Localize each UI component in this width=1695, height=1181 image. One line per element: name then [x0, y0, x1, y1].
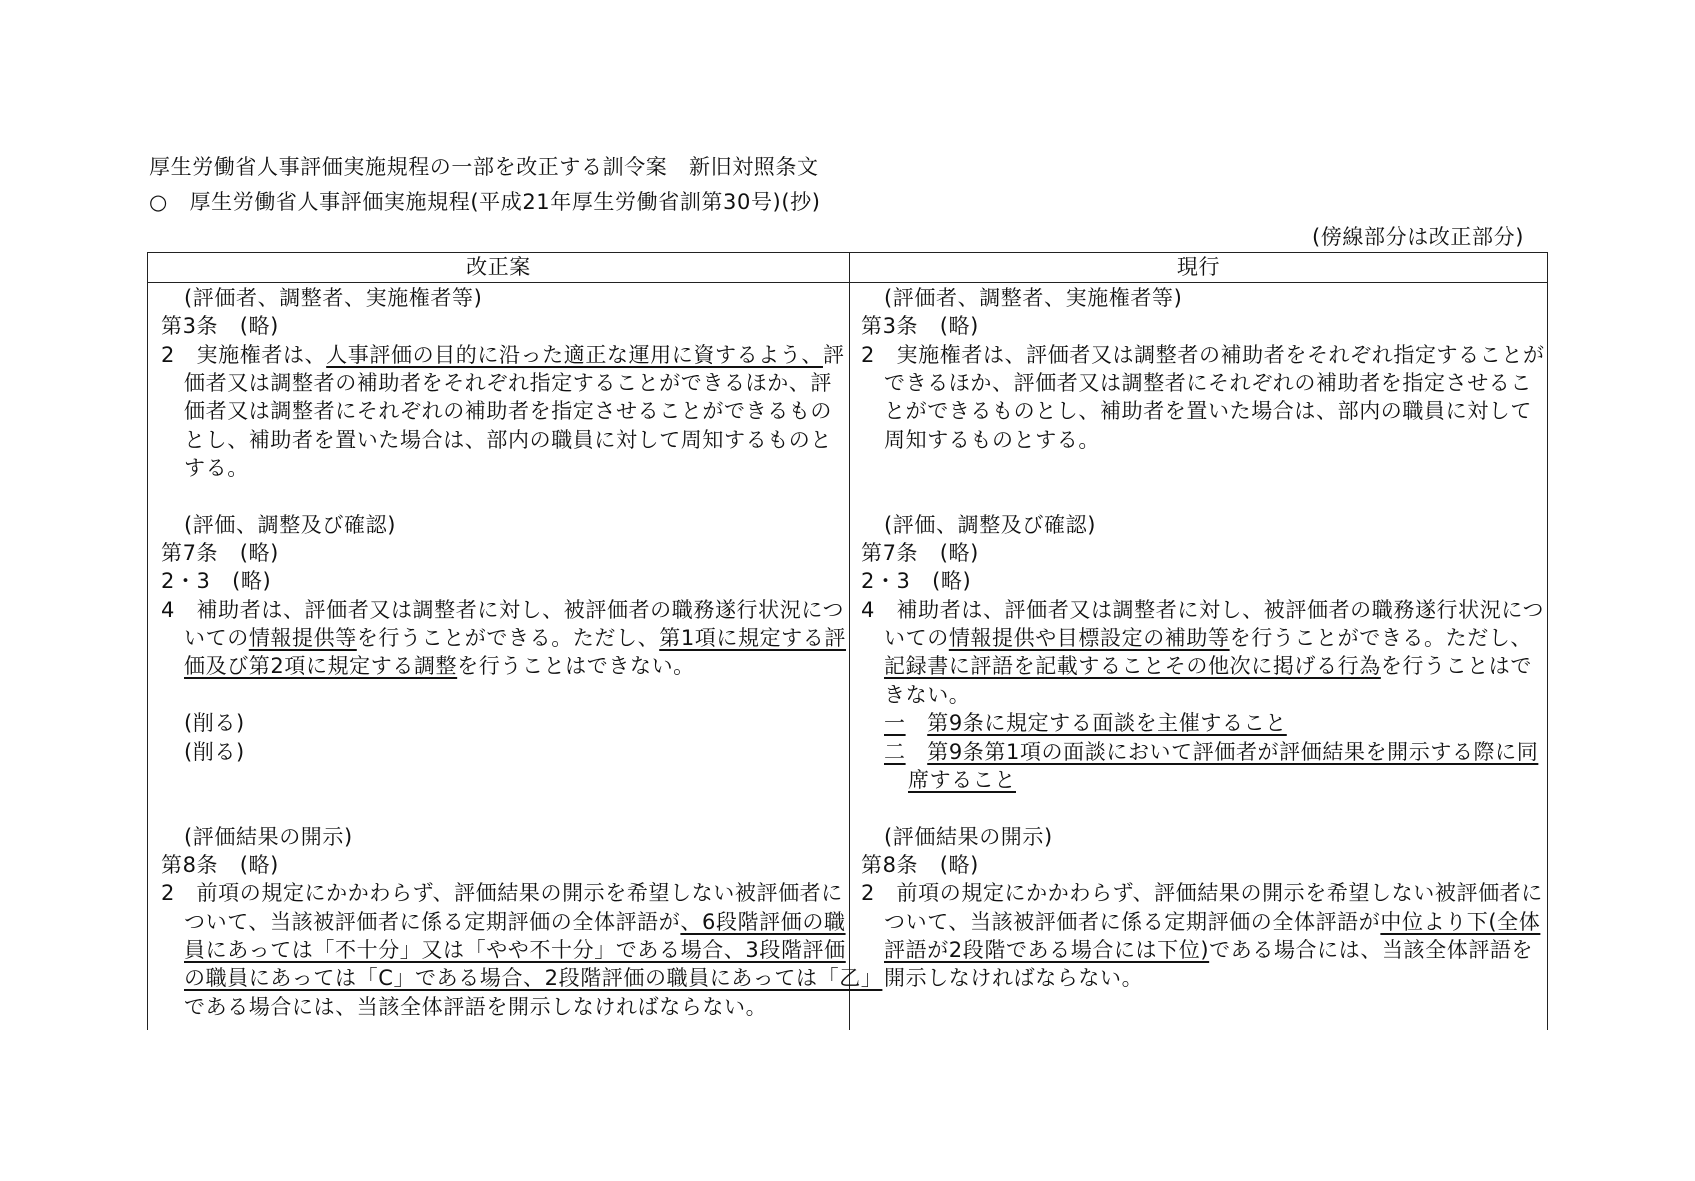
text-segment: 2 前項の規定にかかわらず、評価結果の開示を希望しない被評価者に: [161, 881, 843, 906]
text-segment: [906, 711, 928, 735]
text-line: [861, 369, 1547, 397]
document-title: 厚生労働省人事評価実施規程の一部を改正する訓令案 新旧対照条文: [149, 155, 819, 179]
document-subtitle: ○ 厚生労働省人事評価実施規程(平成21年厚生労働省訓第30号)(抄): [149, 190, 821, 214]
text-segment: 2 前項の規定にかかわらず、評価結果の開示を希望しない被評価者に: [861, 881, 1543, 906]
amended-text: 価及び第2項に規定する調整: [184, 654, 458, 679]
text-line: [161, 823, 847, 851]
blank-line: [861, 482, 1547, 510]
text-line: [161, 341, 847, 369]
text-line: [861, 341, 1547, 369]
text-segment: とし、補助者を置いた場合は、部内の職員に対して周知するものと: [184, 427, 832, 452]
text-segment: (削る): [184, 739, 245, 764]
text-segment: 第3条 (略): [161, 314, 279, 339]
text-segment: できるほか、評価者又は調整者にそれぞれの補助者を指定させるこ: [884, 371, 1532, 396]
amended-text: 第1項に規定する評: [659, 626, 846, 651]
text-segment: する。: [184, 456, 249, 481]
amended-text: 情報提供や目標設定の補助等: [948, 626, 1230, 651]
blank-line: [161, 681, 847, 709]
text-line: [861, 681, 1547, 709]
text-segment: きない。: [884, 682, 971, 707]
text-line: [161, 964, 883, 992]
text-line: [861, 964, 1547, 992]
text-segment: いての: [184, 626, 249, 651]
blank-line: [161, 794, 847, 822]
blank-line: [161, 482, 847, 510]
amended-text: 人事評価の目的に沿った適正な運用に資するよう、: [326, 342, 823, 367]
revised-column: [161, 284, 883, 1021]
text-line: [161, 652, 847, 680]
text-line: [161, 284, 847, 312]
text-segment: を行うことはできない。: [457, 654, 695, 679]
text-segment: 評: [822, 342, 845, 367]
text-segment: 第8条 (略): [861, 852, 979, 877]
text-segment: を行うことはで: [1380, 654, 1533, 679]
header-revised: 改正案: [466, 255, 531, 279]
text-segment: (評価結果の開示): [884, 824, 1053, 849]
text-line: [161, 851, 847, 879]
text-segment: 4 補助者は、評価者又は調整者に対し、被評価者の職務遂行状況につ: [861, 597, 1545, 622]
underline-note: (傍線部分は改正部分): [1312, 225, 1524, 249]
text-line: [161, 738, 847, 766]
text-segment: とができるものとし、補助者を置いた場合は、部内の職員に対して: [884, 399, 1532, 424]
text-segment: 第7条 (略): [861, 541, 979, 566]
text-line: [861, 823, 1547, 851]
amended-text: 第9条に規定する面談を主催すること: [927, 711, 1287, 736]
text-segment: 2・3 (略): [161, 569, 272, 594]
amended-text: 情報提供等: [248, 626, 357, 651]
text-segment: (削る): [184, 711, 245, 736]
text-line: [161, 397, 847, 425]
text-segment: 開示しなければならない。: [884, 966, 1144, 991]
text-line: [861, 652, 1547, 680]
text-segment: 2・3 (略): [861, 569, 972, 594]
text-line: [161, 879, 847, 907]
text-segment: 価者又は調整者にそれぞれの補助者を指定させることができるもの: [184, 399, 832, 424]
text-segment: (評価、調整及び確認): [184, 512, 396, 537]
amended-text: 二: [884, 739, 906, 764]
amended-text: 、6段階評価の職: [680, 909, 846, 934]
amended-text: 記録書に評語を記載することその他次に掲げる行為: [884, 654, 1381, 679]
text-segment: (評価、調整及び確認): [884, 512, 1096, 537]
text-segment: 第8条 (略): [161, 852, 279, 877]
text-line: [861, 738, 1547, 766]
text-line: [861, 397, 1547, 425]
text-segment: (評価者、調整者、実施権者等): [884, 286, 1183, 310]
blank-line: [861, 454, 1547, 482]
text-line: [161, 908, 847, 936]
text-segment: 第7条 (略): [161, 541, 279, 566]
text-line: [161, 539, 847, 567]
text-segment: (評価者、調整者、実施権者等): [184, 286, 483, 310]
text-segment: [906, 740, 928, 764]
text-line: [161, 993, 847, 1021]
text-segment: 4 補助者は、評価者又は調整者に対し、被評価者の職務遂行状況につ: [161, 597, 845, 622]
blank-line: [861, 794, 1547, 822]
text-segment: ついて、当該被評価者に係る定期評価の全体評語が: [184, 909, 681, 934]
header-divider: [148, 282, 1547, 283]
text-line: [861, 511, 1547, 539]
text-segment: 2 実施権者は、: [161, 342, 327, 367]
text-line: [161, 454, 847, 482]
text-line: [161, 709, 847, 737]
text-line: [861, 426, 1547, 454]
text-segment: である場合には、当該全体評語を: [1209, 937, 1534, 962]
amended-text: 第9条第1項の面談において評価者が評価結果を開示する際に同: [927, 739, 1539, 764]
text-line: [161, 567, 847, 595]
text-segment: である場合には、当該全体評語を開示しなければならない。: [184, 994, 768, 1019]
text-line: [161, 312, 847, 340]
comparison-table: [147, 252, 1548, 1030]
amended-text: 評語が2段階である場合には下位): [884, 937, 1210, 962]
text-line: [161, 936, 847, 964]
amended-text: 一: [884, 711, 906, 736]
blank-line: [161, 766, 847, 794]
text-segment: (評価結果の開示): [184, 824, 353, 849]
text-line: [861, 851, 1547, 879]
text-segment: ついて、当該被評価者に係る定期評価の全体評語が: [884, 909, 1381, 934]
text-line: [861, 624, 1547, 652]
text-segment: 周知するものとする。: [884, 427, 1100, 452]
text-segment: 価者又は調整者の補助者をそれぞれ指定することができるほか、評: [184, 371, 832, 396]
text-line: [861, 284, 1547, 312]
text-line: [861, 567, 1547, 595]
text-line: [161, 596, 847, 624]
text-line: [861, 936, 1547, 964]
header-current: 現行: [1176, 255, 1221, 279]
text-segment: いての: [884, 626, 949, 651]
text-line: [861, 766, 1547, 794]
text-segment: 2 実施権者は、評価者又は調整者の補助者をそれぞれ指定することが: [861, 342, 1545, 367]
amended-text: 席すること: [908, 767, 1016, 792]
amended-text: 中位より下(全体: [1380, 909, 1541, 934]
text-line: [861, 312, 1547, 340]
column-divider: [849, 253, 850, 1030]
text-line: [861, 539, 1547, 567]
text-line: [161, 426, 847, 454]
text-line: [861, 709, 1547, 737]
amended-text: 員にあっては「不十分」又は「やや不十分」である場合、3段階評価: [184, 937, 846, 962]
amended-text: の職員にあっては「C」である場合、2段階評価の職員にあっては「乙」: [184, 966, 883, 991]
text-line: [861, 879, 1547, 907]
text-segment: を行うことができる。ただし、: [1229, 626, 1533, 651]
text-segment: 第3条 (略): [861, 314, 979, 339]
current-column: [861, 284, 1547, 993]
text-line: [161, 511, 847, 539]
text-line: [161, 369, 847, 397]
text-line: [861, 908, 1547, 936]
text-line: [161, 624, 847, 652]
text-line: [861, 596, 1547, 624]
text-segment: を行うことができる。ただし、: [356, 626, 660, 651]
